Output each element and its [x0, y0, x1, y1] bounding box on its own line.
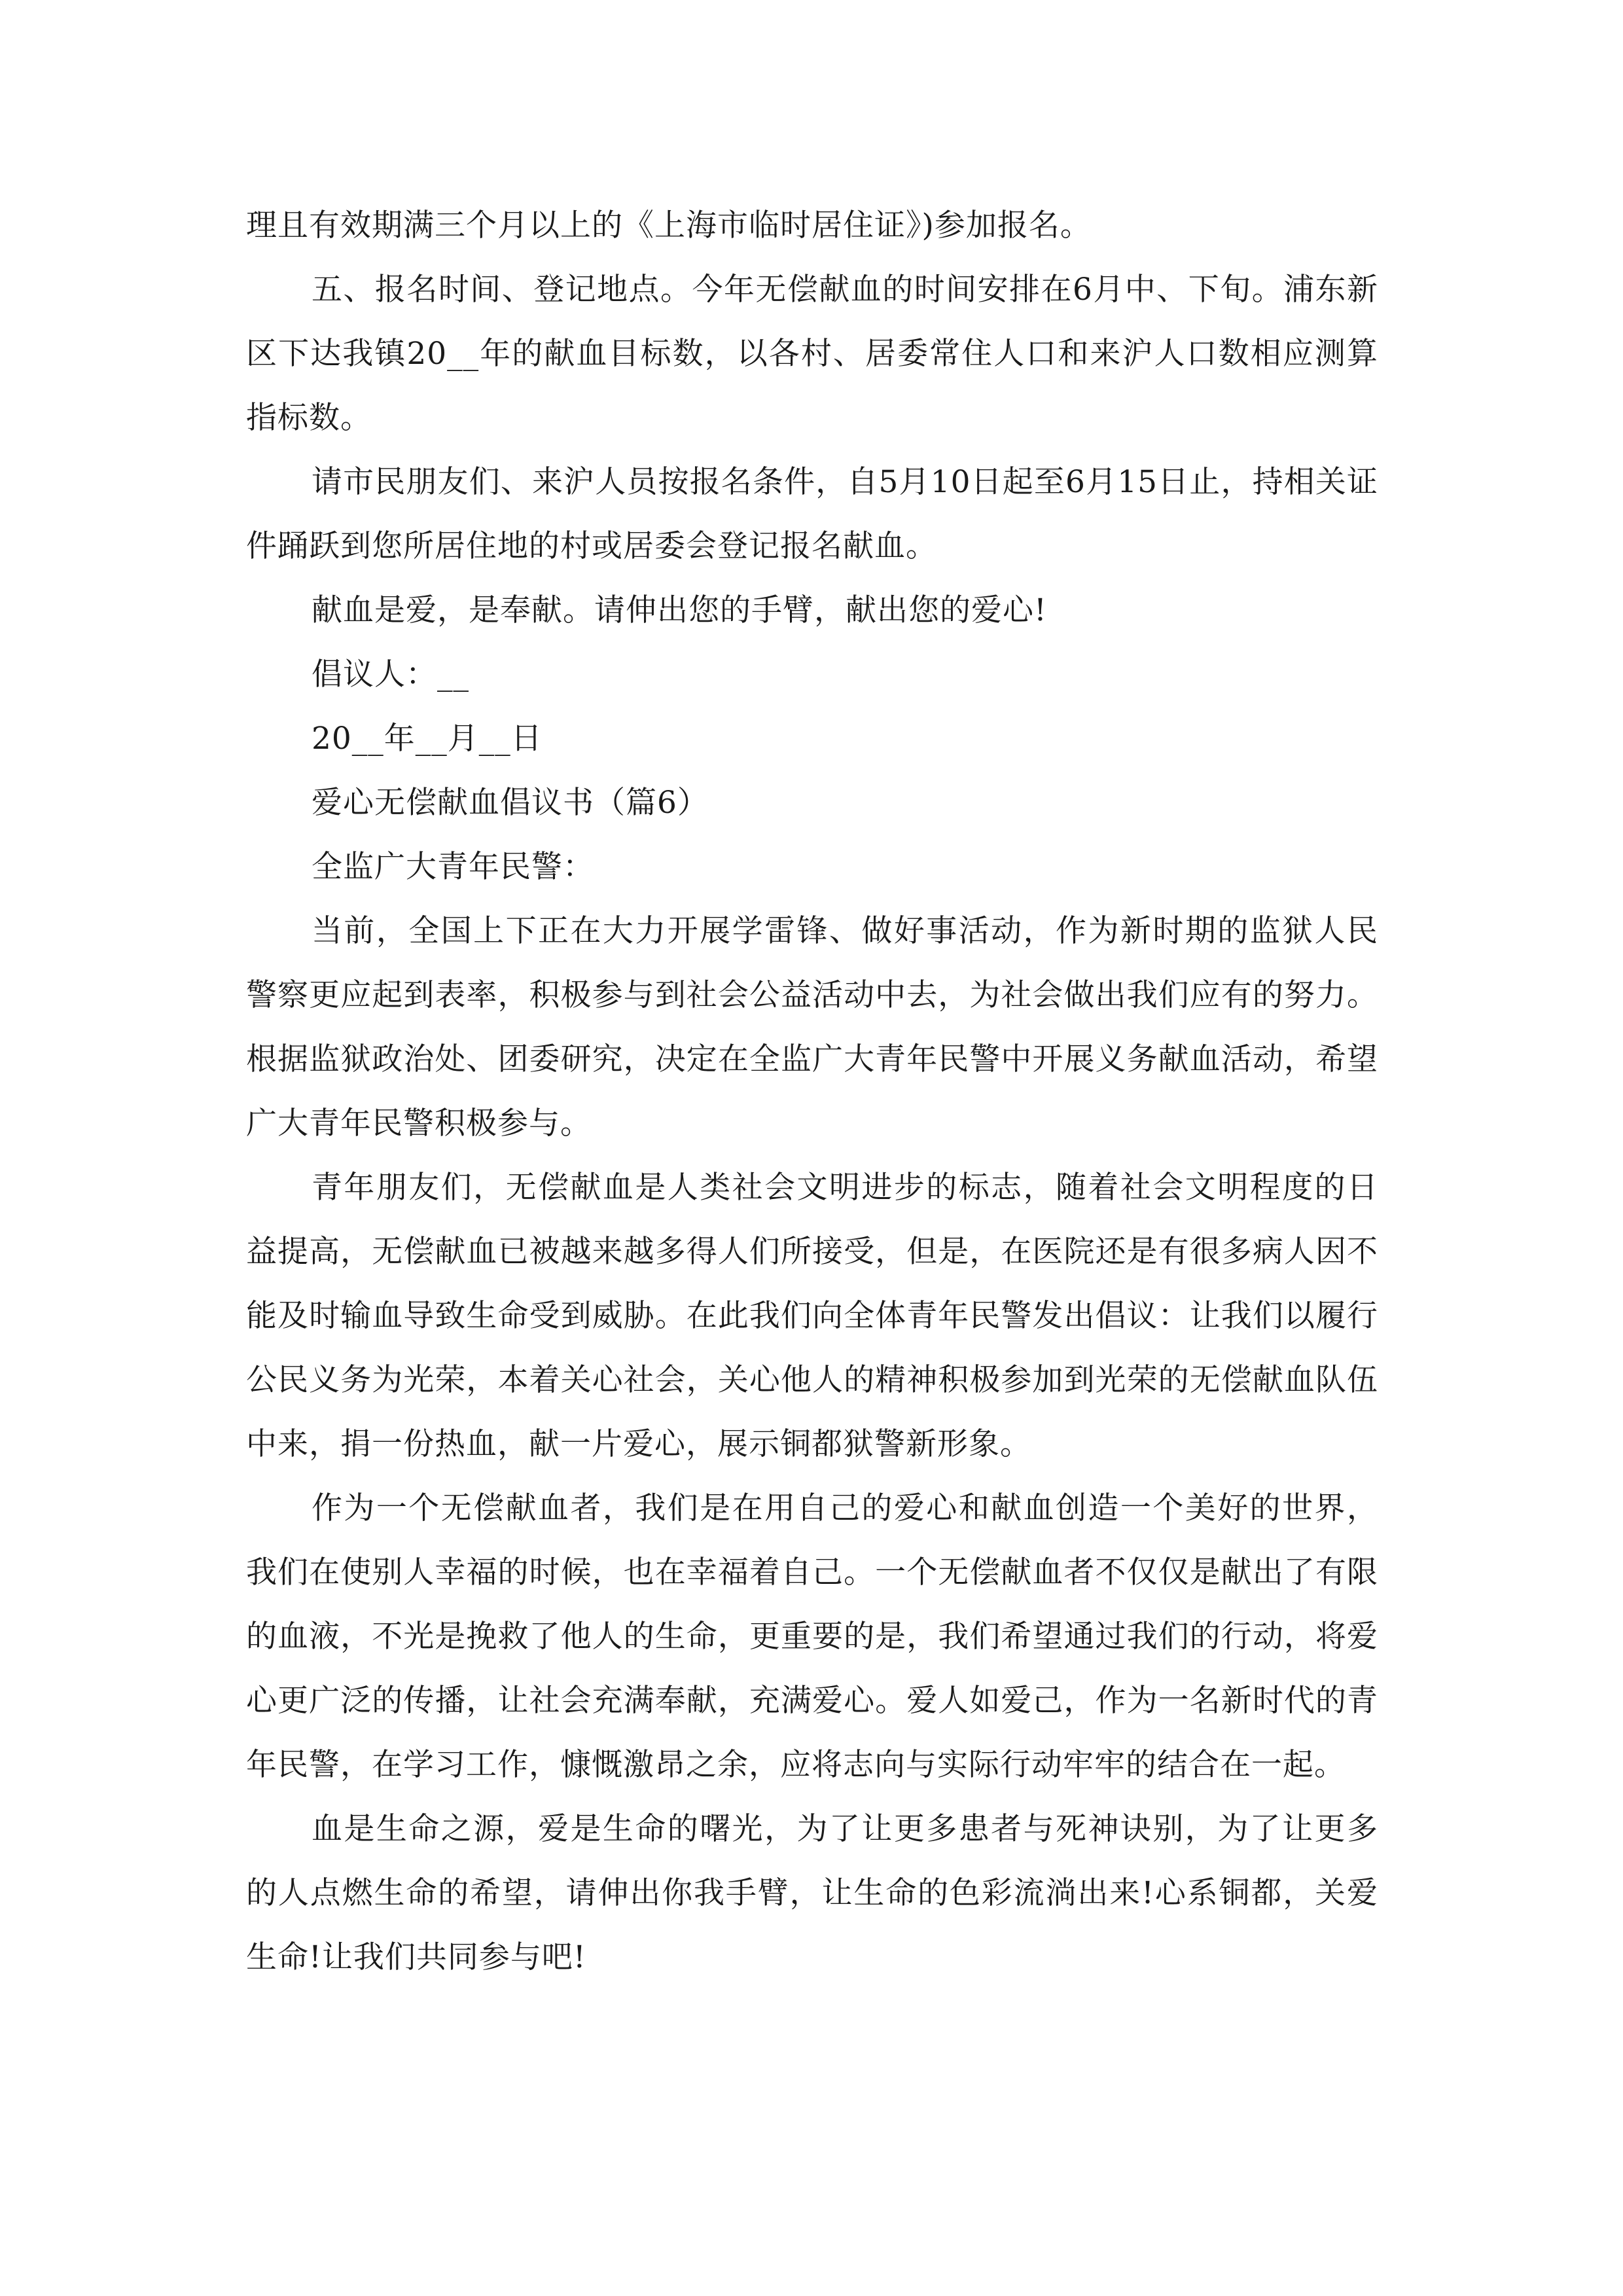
paragraph-registration-time: 五、报名时间、登记地点。今年无偿献血的时间安排在6月中、下旬。浦东新区下达我镇20__年的献血目标数，以各村、居委常住人口和来沪人口数相应测算指标数。 [246, 272, 1378, 436]
paragraph-registration-call: 请市民朋友们、来沪人员按报名条件，自5月10日起至6月15日止，持相关证件踊跃到您所居住地的村或居委会登记报名献血。 [246, 464, 1378, 564]
paragraph-initiator: 倡议人：__ [312, 656, 469, 692]
paragraph-intro: 当前，全国上下正在大力开展学雷锋、做好事活动，作为新时期的监狱人民警察更应起到表率，积极参与到社会公益活动中去，为社会做出我们应有的努力。根据监狱政治处、团委研究，决定在全监广大青年民警中开展义务献血活动，希望广大青年民警积极参与。 [246, 913, 1378, 1141]
paragraph-closing: 血是生命之源，爱是生命的曙光，为了让更多患者与死神诀别，为了让更多的人点燃生命的希望，请伸出你我手臂，让生命的色彩流淌出来!心系铜都，关爱生命!让我们共同参与吧! [246, 1811, 1378, 1975]
salutation: 全监广大青年民警： [312, 849, 594, 885]
section-title: 爱心无偿献血倡议书（篇6） [312, 785, 709, 821]
paragraph-appeal: 青年朋友们，无偿献血是人类社会文明进步的标志，随着社会文明程度的日益提高，无偿献血已被越来越多得人们所接受，但是，在医院还是有很多病人因不能及时输血导致生命受到威胁。在此我们向全体青年民警发出倡议：让我们以履行公民义务为光荣，本着关心社会，关心他人的精神积极参加到光荣的无偿献血队伍中来，捐一份热血，献一片爱心，展示铜都狱警新形象。 [246, 1170, 1378, 1462]
paragraph-slogan: 献血是爱，是奉献。请伸出您的手臂，献出您的爱心! [312, 592, 1047, 628]
paragraph-date: 20__年__月__日 [312, 721, 543, 757]
paragraph-meaning: 作为一个无偿献血者，我们是在用自己的爱心和献血创造一个美好的世界，我们在使别人幸福的时候，也在幸福着自己。一个无偿献血者不仅仅是献出了有限的血液，不光是挽救了他人的生命，更重要的是，我们希望通过我们的行动，将爱心更广泛的传播，让社会充满奉献，充满爱心。爱人如爱己，作为一名新时代的青年民警，在学习工作，慷慨激昂之余，应将志向与实际行动牢牢的结合在一起。 [246, 1490, 1378, 1783]
paragraph-continuation: 理且有效期满三个月以上的《上海市临时居住证》)参加报名。 [246, 207, 1092, 243]
document-body [246, 194, 1378, 1990]
